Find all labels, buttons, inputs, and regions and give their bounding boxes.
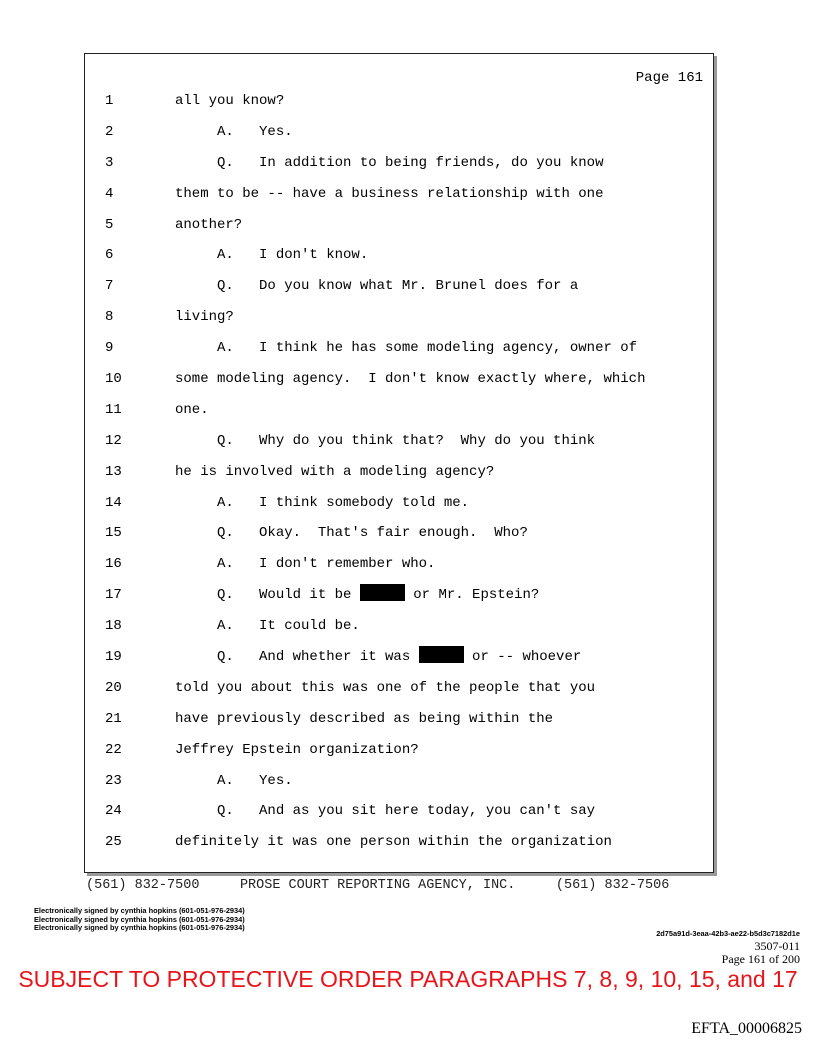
efta-number: EFTA_00006825 — [691, 1020, 802, 1037]
esign-line: Electronically signed by cynthia hopkins (601-051-976-2934) — [34, 914, 245, 924]
line-text — [175, 766, 293, 797]
transcript-line — [85, 827, 713, 858]
line-text — [175, 117, 293, 148]
transcript-line — [85, 240, 713, 271]
transcript-line — [85, 518, 713, 549]
transcript-line — [85, 426, 713, 457]
line-number: 22 — [105, 741, 122, 758]
line-text — [175, 580, 539, 611]
line-text — [175, 704, 553, 735]
line-number: 25 — [105, 834, 122, 851]
line-text-segment: A. I don't know. — [175, 247, 369, 264]
transcript-line — [85, 302, 713, 333]
line-text-segment: them to be -- have a business relationship with one — [175, 185, 604, 202]
line-text-segment: A. I think somebody told me. — [175, 494, 470, 511]
redaction-box — [419, 646, 464, 663]
line-number: 1 — [105, 93, 114, 109]
footer-agency: PROSE COURT REPORTING AGENCY, INC. — [239, 878, 516, 893]
line-text-segment: definitely it was one person within the organization — [175, 834, 612, 851]
redaction-box — [360, 584, 405, 601]
line-text — [175, 549, 435, 580]
line-number: 11 — [105, 401, 122, 418]
line-text — [175, 457, 494, 488]
line-number: 12 — [105, 432, 122, 449]
transcript-page — [84, 53, 714, 873]
line-text-segment: one. — [175, 401, 209, 418]
line-number: 3 — [105, 154, 114, 171]
line-text — [175, 210, 242, 241]
transcript-line — [85, 611, 713, 642]
line-text-segment: Q. And whether it was — [175, 649, 419, 666]
transcript-line — [85, 642, 713, 673]
line-number: 15 — [105, 525, 122, 542]
transcript-line — [85, 117, 713, 148]
line-text-segment: have previously described as being within the — [175, 710, 554, 727]
transcript-line — [85, 271, 713, 302]
line-number: 24 — [105, 803, 122, 820]
transcript-line — [85, 457, 713, 488]
line-text-segment: A. Yes. — [175, 772, 293, 789]
line-text — [175, 240, 368, 271]
bates-id: 3507-011 — [754, 939, 800, 953]
line-number: 9 — [105, 340, 114, 357]
transcript-line — [85, 395, 713, 426]
line-text-segment: or -- whoever — [463, 649, 582, 666]
line-text-segment: another? — [175, 216, 243, 233]
line-number: 4 — [105, 185, 114, 202]
line-number: 14 — [105, 494, 122, 511]
transcript-line — [85, 333, 713, 364]
line-text-segment: or Mr. Epstein? — [404, 587, 540, 604]
page-footer — [86, 878, 669, 893]
line-text — [175, 796, 595, 827]
line-text-segment: all you know? — [175, 93, 285, 109]
line-number: 18 — [105, 618, 122, 635]
transcript-line — [85, 796, 713, 827]
transcript-line — [85, 488, 713, 519]
line-number: 19 — [105, 649, 122, 666]
line-text — [175, 426, 595, 457]
transcript-line — [85, 580, 713, 611]
line-text — [175, 302, 234, 333]
line-number: 23 — [105, 772, 122, 789]
transcript-line — [85, 86, 713, 117]
line-number: 6 — [105, 247, 114, 264]
line-text-segment: some modeling agency. I don't know exactly where, which — [175, 371, 646, 388]
transcript-line — [85, 179, 713, 210]
line-text-segment: A. I don't remember who. — [175, 556, 436, 573]
transcript-line — [85, 704, 713, 735]
line-text-segment: Q. In addition to being friends, do you know — [175, 154, 604, 171]
page-number: Page 161 — [635, 70, 703, 86]
line-text — [175, 86, 284, 117]
line-number: 17 — [105, 587, 122, 604]
line-text — [175, 611, 360, 642]
esign-line: Electronically signed by cynthia hopkins (601-051-976-2934) — [34, 923, 245, 933]
line-text-segment: Q. Would it be — [175, 587, 360, 604]
line-text-segment: A. Yes. — [175, 123, 293, 140]
line-number: 13 — [105, 463, 122, 480]
line-text-segment: Q. Why do you think that? Why do you think — [175, 432, 596, 449]
line-number: 8 — [105, 309, 114, 326]
line-number: 10 — [105, 371, 122, 388]
protective-order-notice: SUBJECT TO PROTECTIVE ORDER PARAGRAPHS 7, 8, 9, 10, 15, and 17 — [18, 966, 798, 992]
transcript-line — [85, 364, 713, 395]
line-text — [175, 333, 637, 364]
line-text — [175, 488, 469, 519]
line-text — [175, 518, 528, 549]
line-text-segment: Q. And as you sit here today, you can't say — [175, 803, 596, 820]
document-hash: 2d75a91d-3eaa-42b3-ae22-b5d3c7182d1e — [656, 929, 800, 938]
line-number: 16 — [105, 556, 122, 573]
line-number: 5 — [105, 216, 114, 233]
line-text-segment: he is involved with a modeling agency? — [175, 463, 495, 480]
line-text — [175, 179, 603, 210]
footer-phone-right: (561) 832-7506 — [555, 878, 670, 893]
transcript-line — [85, 766, 713, 797]
line-text-segment: A. I think he has some modeling agency, owner of — [175, 340, 638, 357]
line-text-segment: Q. Okay. That's fair enough. Who? — [175, 525, 528, 542]
transcript-line — [85, 673, 713, 704]
line-text — [175, 642, 581, 673]
line-text-segment: Jeffrey Epstein organization? — [175, 741, 419, 758]
line-text — [175, 735, 419, 766]
line-text-segment: told you about this was one of the people that you — [175, 679, 596, 696]
bates-stamp — [722, 940, 800, 966]
line-number: 2 — [105, 123, 114, 140]
line-text — [175, 395, 209, 426]
line-text — [175, 148, 603, 179]
transcript-lines — [85, 86, 713, 858]
transcript-line — [85, 549, 713, 580]
transcript-line — [85, 148, 713, 179]
line-text — [175, 673, 595, 704]
line-text-segment: A. It could be. — [175, 618, 360, 635]
line-number: 7 — [105, 278, 114, 295]
bates-page: Page 161 of 200 — [721, 952, 800, 966]
line-text — [175, 827, 612, 858]
transcript-line — [85, 735, 713, 766]
electronic-signatures — [34, 907, 245, 933]
line-text — [175, 364, 645, 395]
line-text — [175, 271, 578, 302]
line-text-segment: Q. Do you know what Mr. Brunel does for a — [175, 278, 579, 295]
transcript-line — [85, 210, 713, 241]
line-number: 20 — [105, 679, 122, 696]
esign-line: Electronically signed by cynthia hopkins (601-051-976-2934) — [34, 906, 245, 915]
footer-phone-left: (561) 832-7500 — [86, 878, 200, 893]
line-number: 21 — [105, 710, 122, 727]
line-text-segment: living? — [175, 309, 234, 326]
